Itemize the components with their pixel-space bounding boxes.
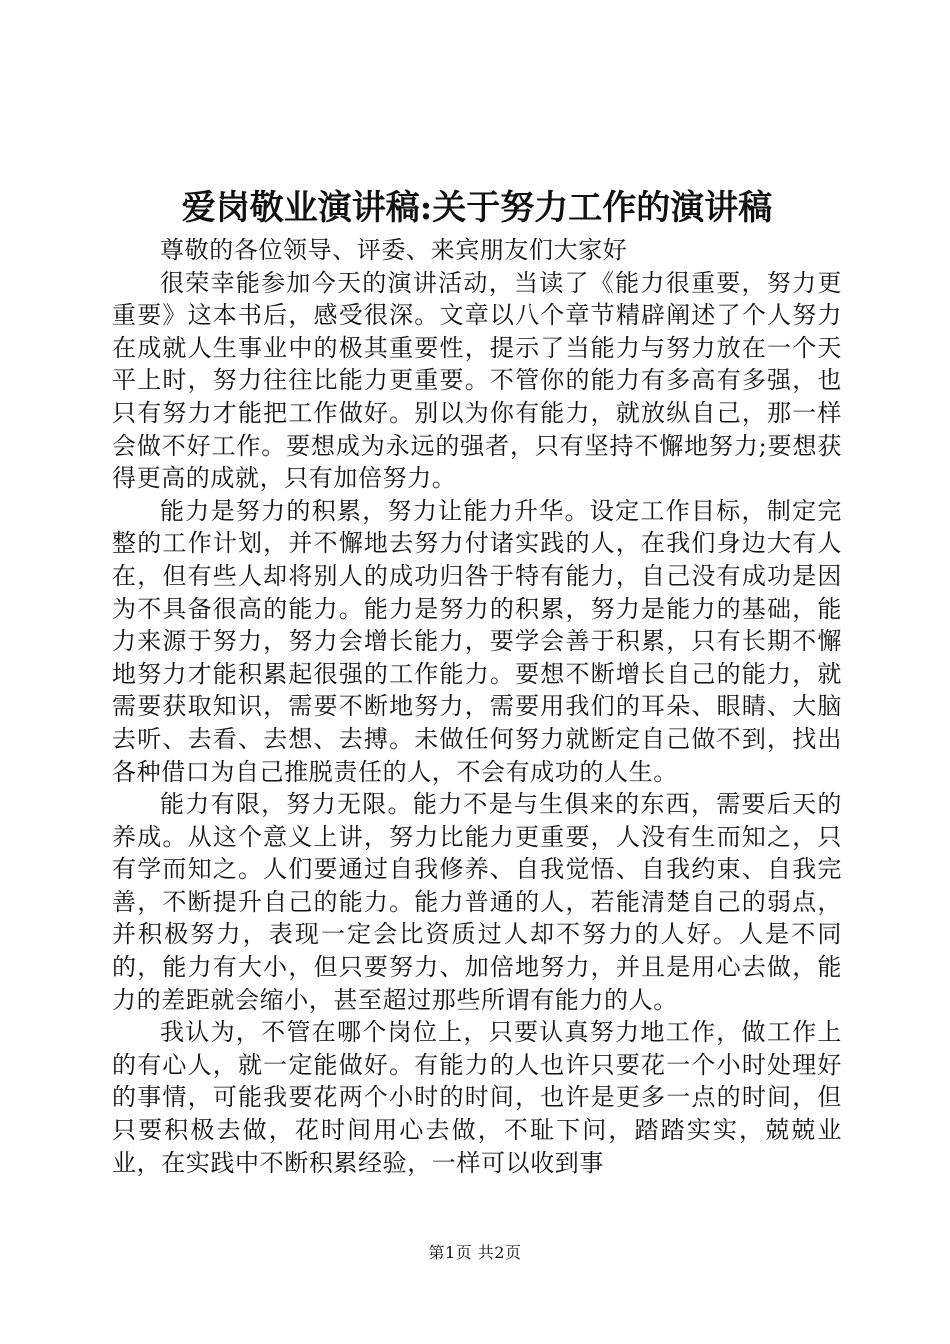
body-paragraph: 能力是努力的积累，努力让能力升华。设定工作目标，制定完整的工作计划，并不懈地去努力付诸实践的人，在我们身边大有人在，但有些人却将别人的成功归咎于特有能力，自己没有成功是因为不具备很高的能力。能力是努力的积累，努力是能力的基础，能力来源于努力，努力会增长能力，要学会善于积累，只有长期不懈地努力才能积累起很强的工作能力。要想不断增长自己的能力，就需要获取知识，需要不断地努力，需要用我们的耳朵、眼睛、大脑去听、去看、去想、去搏。未做任何努力就断定自己做不到，找出各种借口为自己推脱责任的人，不会有成功的人生。 (112, 496, 842, 786)
greeting-paragraph: 尊敬的各位领导、评委、来宾朋友们大家好 (160, 236, 628, 264)
document-page (112, 184, 842, 1179)
body-paragraph: 能力有限，努力无限。能力不是与生俱来的东西，需要后天的养成。从这个意义上讲，努力比能力更重要，人没有生而知之，只有学而知之。人们要通过自我修养、自我觉悟、自我约束、自我完善，不断提升自己的能力。能力普通的人，若能清楚自己的弱点，并积极努力，表现一定会比资质过人却不努力的人好。人是不同的，能力有大小，但只要努力、加倍地努力，并且是用心去做，能力的差距就会缩小，甚至超过那些所谓有能力的人。 (112, 790, 842, 1014)
document-title: 爱岗敬业演讲稿:关于努力工作的演讲稿 (181, 188, 773, 228)
body-paragraph: 我认为，不管在哪个岗位上，只要认真努力地工作，做工作上的有心人，就一定能做好。有能力的人也许只要花一个小时处理好的事情，可能我要花两个小时的时间，也许是更多一点的时间，但只要积极去做，花时间用心去做，不耻下问，踏踏实实，兢兢业业，在实践中不断积累经验，一样可以收到事 (112, 1018, 842, 1177)
page-number-footer: 第1页 共2页 (428, 1243, 522, 1262)
body-paragraph: 很荣幸能参加今天的演讲活动，当读了《能力很重要，努力更重要》这本书后，感受很深。文章以八个章节精辟阐述了个人努力在成就人生事业中的极其重要性，提示了当能力与努力放在一个天平上时，努力往往比能力更重要。不管你的能力有多高有多强，也只有努力才能把工作做好。别以为你有能力，就放纵自己，那一样会做不好工作。要想成为永远的强者，只有坚持不懈地努力;要想获得更高的成就，只有加倍努力。 (112, 268, 842, 493)
